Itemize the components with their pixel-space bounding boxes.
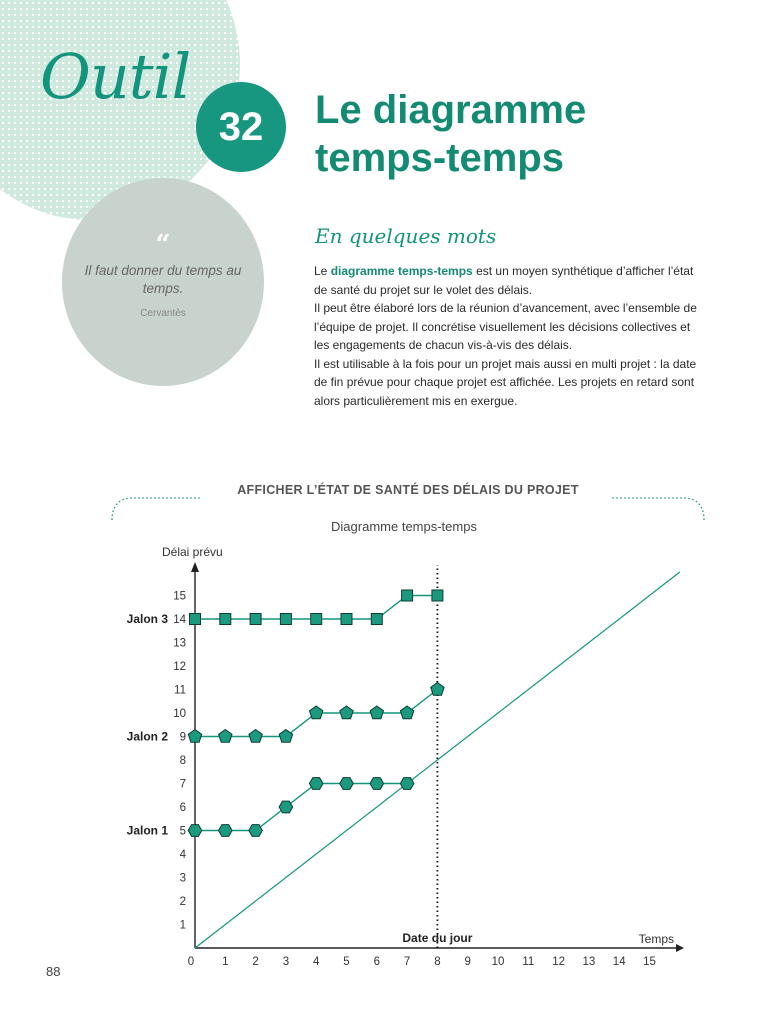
y-tick-label: 1 xyxy=(179,919,186,932)
y-tick-label: 5 xyxy=(179,825,186,838)
x-tick-label: 2 xyxy=(252,956,259,968)
data-point-hexagon xyxy=(219,825,233,837)
x-tick-label: 13 xyxy=(582,956,596,968)
tool-number-badge: 32 xyxy=(196,82,286,172)
x-tick-label: 4 xyxy=(312,956,320,968)
data-point-square xyxy=(402,590,413,601)
intro-paragraph-3: Il est utilisable à la fois pour un projet mais aussi en multi projet : la date de fin prévue pour chaque projet est affichée. Les projets en retard sont alors particulièrement mis en exergue. xyxy=(314,356,697,408)
data-point-square xyxy=(220,614,231,625)
x-tick-label: 14 xyxy=(612,956,626,968)
data-point-hexagon xyxy=(400,778,414,790)
page-title-line-2: temps-temps xyxy=(315,136,564,180)
outil-script-label: Outil xyxy=(40,40,191,113)
section-title: AFFICHER L’ÉTAT DE SANTÉ DES DÉLAIS DU PROJET xyxy=(237,483,579,497)
x-tick-label: 8 xyxy=(434,956,441,968)
y-tick-label: 15 xyxy=(173,590,186,603)
y-axis-arrow-icon xyxy=(191,562,199,572)
y-tick-label: 4 xyxy=(179,849,186,861)
quote-text: Il faut donner du temps au temps. xyxy=(84,263,242,296)
data-point-square xyxy=(371,614,382,625)
y-tick-label: 11 xyxy=(174,684,186,697)
data-point-pentagon xyxy=(370,706,383,719)
intro-highlight-term: diagramme temps-temps xyxy=(330,264,473,278)
x-tick-label: 12 xyxy=(552,956,565,968)
data-point-pentagon xyxy=(431,683,444,696)
x-tick-label: 11 xyxy=(522,956,535,968)
x-tick-label: 6 xyxy=(373,956,381,968)
data-point-pentagon xyxy=(249,730,262,743)
intro-p1-end: est un moyen synthétique d’afficher l’état de santé du projet sur le volet des délais. xyxy=(314,264,694,297)
data-point-pentagon xyxy=(188,730,201,743)
data-point-hexagon xyxy=(309,778,323,790)
x-tick-label: 1 xyxy=(222,956,229,968)
y-tick-label: 7 xyxy=(179,778,186,791)
data-point-hexagon xyxy=(188,825,202,837)
y-tick-label: 8 xyxy=(179,755,186,767)
x-tick-label: 10 xyxy=(491,956,505,968)
data-point-hexagon xyxy=(370,778,384,790)
data-point-pentagon xyxy=(310,706,323,719)
x-tick-label: 5 xyxy=(343,956,350,968)
data-point-square xyxy=(280,614,291,625)
data-point-pentagon xyxy=(279,730,292,743)
y-tick-label: 3 xyxy=(179,872,186,885)
data-point-pentagon xyxy=(219,730,232,743)
x-tick-label: 0 xyxy=(187,956,195,968)
y-tick-label: 14 xyxy=(173,614,186,626)
data-point-hexagon xyxy=(340,778,354,790)
series-label: Jalon 3 xyxy=(126,612,168,626)
data-point-square xyxy=(432,590,443,601)
chart-title: Diagramme temps-temps xyxy=(331,519,477,534)
y-axis-label: Délai prévu xyxy=(162,545,223,559)
intro-p1-start: Le xyxy=(314,264,331,278)
y-tick-label: 2 xyxy=(179,896,186,908)
x-tick-label: 9 xyxy=(464,956,471,968)
today-label: Date du jour xyxy=(402,931,473,945)
data-point-square xyxy=(341,614,352,625)
y-tick-label: 13 xyxy=(173,637,186,650)
data-point-hexagon xyxy=(279,801,293,813)
series-line xyxy=(195,784,407,831)
intro-heading: En quelques mots xyxy=(315,224,497,248)
page-number: 88 xyxy=(46,964,61,979)
y-tick-label: 12 xyxy=(173,661,186,673)
quote-mark-icon: “ xyxy=(155,230,171,260)
page-title-line-1: Le diagramme xyxy=(315,88,587,132)
x-axis-arrow-icon xyxy=(676,944,684,952)
series-label: Jalon 2 xyxy=(126,729,168,744)
x-tick-label: 15 xyxy=(643,956,656,968)
data-point-square xyxy=(250,614,261,625)
x-axis-label: Temps xyxy=(638,932,674,946)
data-point-square xyxy=(311,614,322,625)
data-point-pentagon xyxy=(340,706,353,719)
y-tick-label: 9 xyxy=(179,731,186,744)
y-tick-label: 6 xyxy=(179,802,186,814)
y-tick-label: 10 xyxy=(173,708,186,720)
quote-author: Cervantès xyxy=(140,308,186,319)
series-label: Jalon 1 xyxy=(126,823,168,838)
x-tick-label: 3 xyxy=(282,956,290,968)
data-point-hexagon xyxy=(249,825,263,837)
data-point-square xyxy=(190,614,201,625)
x-tick-label: 7 xyxy=(403,956,411,968)
intro-paragraph-2: Il peut être élaboré lors de la réunion d’avancement, avec l’ensemble de l’équipe de projet. Il concrétise visuellement les décisions collectives et les engagements de chacun vis-à-vis des délais. xyxy=(314,301,697,352)
data-point-pentagon xyxy=(400,706,413,719)
